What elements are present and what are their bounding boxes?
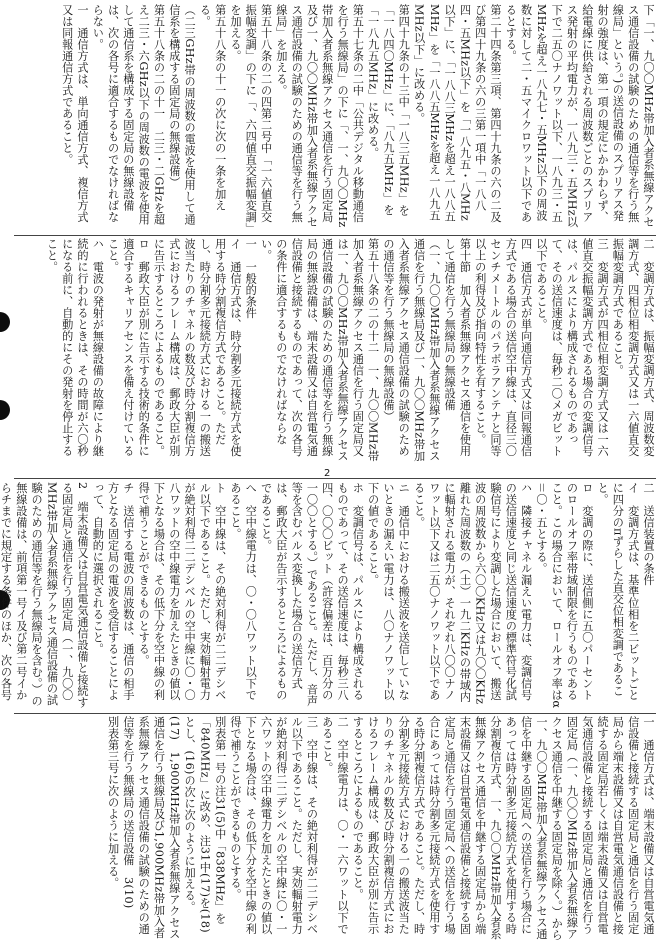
tier-1-text: 下「一、九〇〇MHz帯加入者系無線アクセス通信設備の試験のための通信等を行う無線局」という。)の送信設備のスプリアス発射の強度は、第一項の規定にかかわらず、給電線に供給される周波数ごとのスプリアス発射の平均電力が、一八九三・五MHz以下で二五〇ナノワット以下、一八九三・五MHzを超え一八九七・五MHz以下の周波数に対して二・五マイクロワット以下であるとする。 第二十四条第三項、第四十九条の六の二及び第四十九条の六の三第一項中「一八八四・五MHz以下」を「一八九五・八MHz以下」に、「一八八三MHzを超え一八八五MHz」を「一八八五MHzを超え一八九五MHz以下」に改める。 第四十九条の十三中「一八三五MHz」を「一八四〇MHz」に、「八九五MHz」を「一八九五MHz」に改める。 第五十七条の二中「公共デジタル移動通信を行う無線局」の下に「、一、九〇〇MHz帯加入者系無線アクセス通信を行う固定局及び一、九〇〇MHz帯加入者系無線アクセス通信設備の試験のための通信等を行う無線局」を加える。 第五十八条の二の四第二号中「一六値直交振幅変調」の下に「、六四値直交振幅変調」を加える。 第五十八条の十一の次に次の一条を加える。 （二三GHz帯の周波数の電波を使用して通信系を構成する固定局の無線設備） 第五十八条の二の十一 二三・二GHzを超え二三・六GHz以下の周波数の電波を使用して通信系を構成する固定局の無線設備は、次の各号に適合するものでなければならない。 一 通信方式は、単向通信方式、複信方式又は同報通信方式であること。 [60, 4, 655, 229]
binder-hole [0, 312, 10, 332]
binder-hole [0, 400, 10, 420]
page-number: 2 [324, 468, 331, 479]
text-tier-4 [14, 716, 656, 942]
tier-divider [14, 235, 656, 236]
tier-divider [14, 478, 656, 479]
tier-divider [14, 713, 656, 714]
tier-2-text: 二 変調方式は、振幅変調方式、周波数変調方式、四相位相変調方式又は一六値直交振幅変調方式であること。 三 変調方式が四相位相変調方式又は一六値直交振幅変調方式である場合の変調信号は、パルスにより構成されるものであって、その送信速度は、毎秒二〇メガビット以下であること。 四 通信方式が単向通信方式又は同報通信方式である場合の送信空中線は、直径三〇センチメートルのパラボラアンテナと同等以上の利得及び指向特性を有すること。 第十節 加入者系無線アクセス通信を使用して通信を行う無線局の無線設備 （一、九〇〇MHz帯加入者系無線アクセス通信を行う無線局及び一、九〇〇MHz帯加入者系無線アクセス通信設備の試験のための通信等を行う無線局の無線設備） 第五十八条の二の十二 一、九〇〇MHz帯加入者系無線アクセス通信を行う固定局又は一、九〇〇MHz帯加入者系無線アクセス通信設備の試験のための通信等を行う無線局の無線設備は、端末設備又は自営電気通信設備と接続するものであって、次の各号の条件に適合するものでなければならない。 一 一般的条件 イ 通信方式は、時分割多元接続方式を使用する時分割複信方式であること。ただし、時分割多元接続方式における一の搬送波当たりのチャネルの数及び時分割複信方式におけるフレーム構成は、郵政大臣が別に告示するところによるものであること。 ロ 郵政大臣が別に告示する技術的条件に適合するキャリアセンスを備え付けていること。 ハ 電波の発射が無線設備の故障により継続的に行われるときは、その時間が六〇秒になる前に、自動的にその発射を停止すること。 [45, 238, 655, 462]
text-tier-1 [14, 4, 656, 232]
text-tier-3 [0, 482, 656, 710]
text-tier-2 [14, 238, 656, 466]
tier-3-text: 二 送信装置の条件 イ 変調方式は、基準位相を二ビットごとに四分のπずらした直交位相変調であること。 ロ 変調の際に、送信側に五〇パーセントのロールオフ率帯域制限を行うものであること。この場合において、ロールオフ率はα＝〇・五とする。 ハ 隣接チャネル漏えい電力は、変調信号の送信速度と同じ送信速度の標準符号化試験信号により変調した場合において、搬送波の周波数から六〇〇KHz又は九〇〇KHz離れた周波数の（土）一九二KHzの帯域内に輻射される電力が、それぞれ八〇〇ナノワット以下又は二五〇ナノワット以下であること。 ニ 通信中における搬送波を送信していないときの漏えい電力は、八〇ナノワット以下の値であること。 ホ 変調信号は、パルスにより構成されるものであって、その送信速度は、毎秒三八四、〇〇〇ビット（許容偏差は、百万分の一〇〇とする。）であること。ただし、音声等を含むバルス変換した場合の送信方式は、郵政大臣が告示するところによるものであること。 へ 空中線電力は、〇・〇八ワット以下であること。 ト 空中線は、その絶対利得が二二デシベル以下であること。ただし、実効輻射電力が絶対利得二二デシベルの空中線に〇・〇八ワットの空中線電力を加えたときの値以下となる場合は、その低下分を空中線の利得で補うことができるものとする。 チ 送信する電波の周波数は、通信の相手方となる固定局の電波を受信することによって、自動的に選択されること。 2 端末設備又は自営電気通信設備と接続する固定局と通信を行う固定局（一、九〇〇MHz帯加入者系無線アクセス通信設備の試験のための通信等を行う無線局を含む。）の無線設備は、前項第一号イ及び第二号イからチまでに規定する条件のほか、次の各号 [0, 482, 655, 709]
tier-4-text: 一 通信方式は、端末設備又は自営電気通信設備と接続する固定局と通信を行う固定局から端末設備又は自営電気通信設備と接続する固定局若しくは端末設備又は自営電気通信設備と接続する固定局と通信を行う固定局（一、九〇〇MHz帯加入者系無線アクセス通信を中継する固定局を除く。）から一、九〇〇MHz帯加入者系無線アクセス通信を中継する固定局への送信を行う場合にあっては時分割多元接続方式を使用する時分割複信方式、一、九〇〇MHz帯加入者系無線アクセス通信を中継する固定局から端末設備又は自営電気通信設備と接続する固定局と通信を行う固定局への送信を行う場合にあっては時分割多元接続方式を使用する時分割複信方式であること。ただし、時分割多元接続方式における一の搬送波当たりのチャネルの数及び時分割複信方式におけるフレーム構成は、郵政大臣が別に告示するところによるものであること。 二 空中線電力は、〇・一六ワット以下であること。 三 空中線は、その絶対利得が二二デシベル以下であること。ただし、実効輻射電力が絶対利得二二デシベルの空中線に〇・一六ワットの空中線電力を加えたときの値以下となる場合は、その低下分を空中線の利得で補うことができるものとする。 別表第一号の注31(5)中「838MHz」を「840MHz」に改め、注31中(17)を(18)とし、(16)の次に次のように加える。 (17) 1,900MHz帯加入者系無線アクセス通信を行う無線局及び1,900MHz帯加入者系無線アクセス通信設備の試験のための通信等を行う無線局の送信設備 3(10) 別表第三号に次のように加える。 [106, 716, 655, 941]
